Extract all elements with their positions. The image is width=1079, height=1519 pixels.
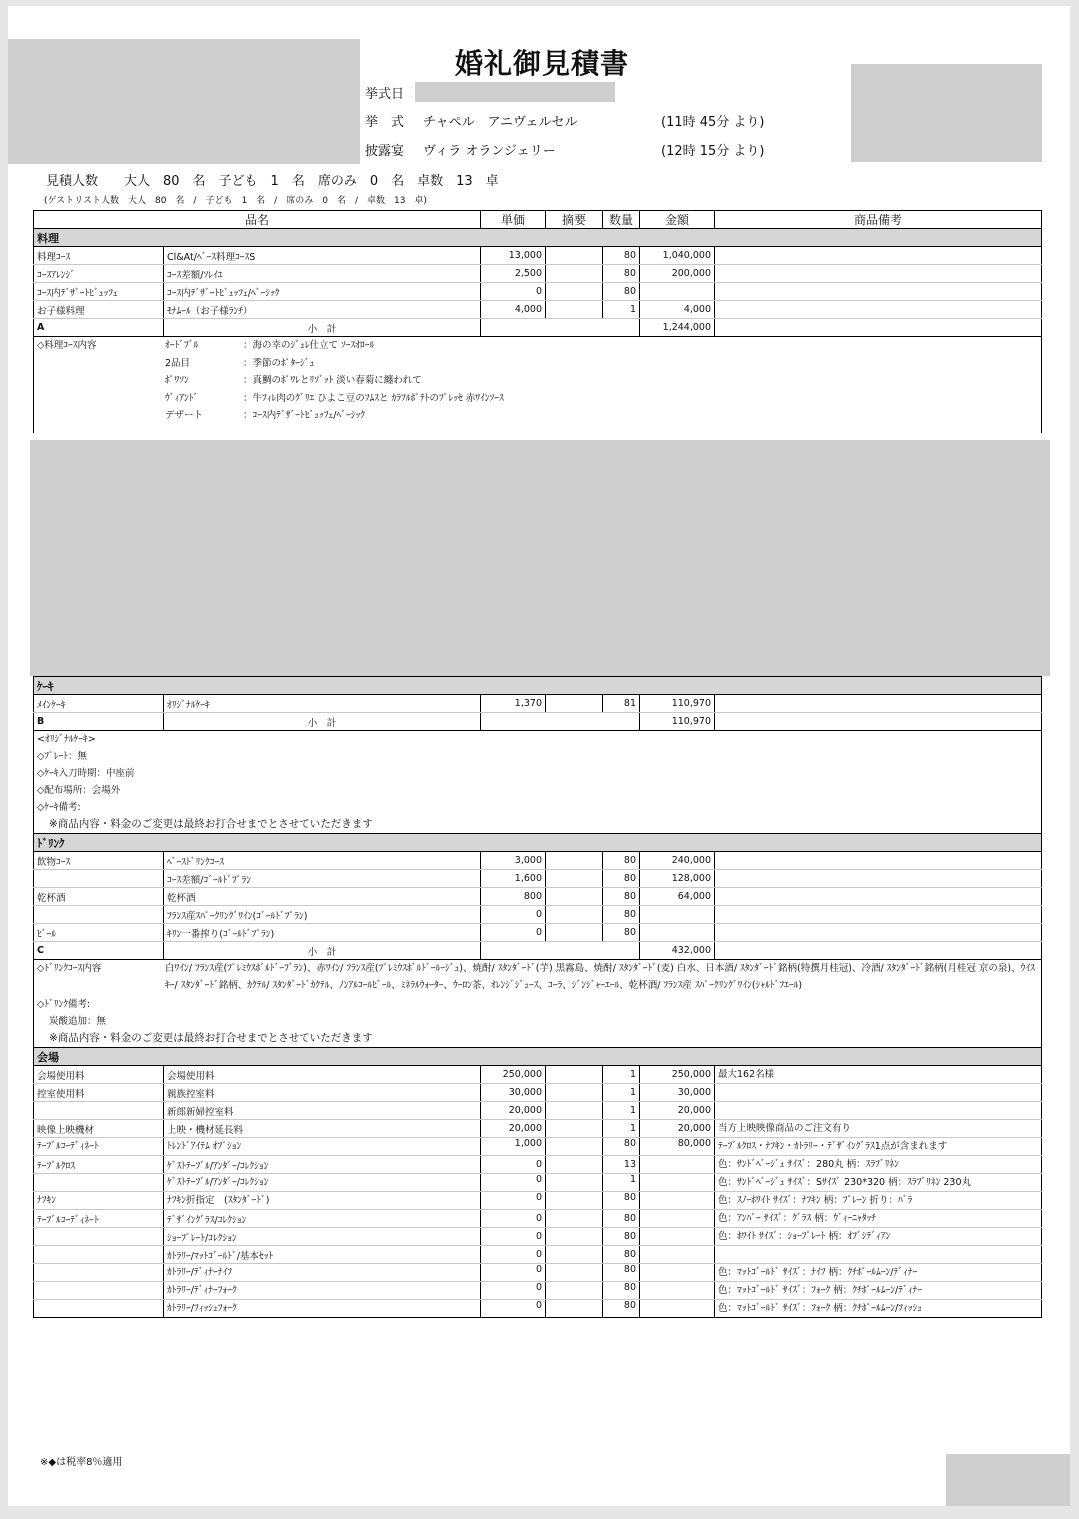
row-note bbox=[715, 852, 1042, 870]
row-summary bbox=[546, 1282, 603, 1300]
row-summary bbox=[546, 1300, 603, 1318]
row-qty: 80 bbox=[603, 1246, 640, 1264]
row-item: 親族控室料 bbox=[164, 1084, 481, 1102]
row-price: 0 bbox=[481, 1300, 546, 1318]
row-summary bbox=[546, 695, 603, 713]
row-price: 20,000 bbox=[481, 1120, 546, 1138]
row-summary bbox=[546, 1174, 603, 1192]
row-qty: 1 bbox=[603, 1066, 640, 1084]
table-row bbox=[34, 888, 1042, 906]
row-amount: 200,000 bbox=[640, 265, 715, 283]
row-summary bbox=[546, 1066, 603, 1084]
row-note bbox=[715, 247, 1042, 265]
row-item: ｵﾘｼﾞﾅﾙｹｰｷ bbox=[164, 695, 481, 713]
row-price: 0 bbox=[481, 924, 546, 942]
row-price: 0 bbox=[481, 1210, 546, 1228]
row-qty: 80 bbox=[603, 888, 640, 906]
table-row bbox=[34, 852, 1042, 870]
subtotal-amount: 432,000 bbox=[640, 942, 715, 960]
row-price: 0 bbox=[481, 1228, 546, 1246]
ceremony-time: (11時 45分 より) bbox=[661, 115, 765, 130]
table-row bbox=[34, 906, 1042, 924]
row-category: お子様料理 bbox=[34, 301, 164, 319]
row-amount: 250,000 bbox=[640, 1066, 715, 1084]
row-qty: 1 bbox=[603, 1174, 640, 1192]
section-drink bbox=[34, 834, 1042, 852]
row-qty: 80 bbox=[603, 852, 640, 870]
row-summary bbox=[546, 1156, 603, 1174]
row-note bbox=[715, 695, 1042, 713]
redacted-ceremony-date bbox=[415, 82, 615, 102]
col-header-qty: 数量 bbox=[603, 211, 640, 229]
row-price: 0 bbox=[481, 1246, 546, 1264]
redacted-area-top-left bbox=[8, 39, 360, 164]
cuisine-detail-label: ◇料理ｺｰｽ内容 bbox=[37, 340, 97, 351]
subtotal-note bbox=[715, 319, 1042, 337]
row-price: 4,000 bbox=[481, 301, 546, 319]
cake-note-line: <ｵﾘｼﾞﾅﾙｹｰｷ> bbox=[37, 734, 96, 745]
row-category bbox=[34, 1174, 164, 1192]
row-item: ﾅﾌｷﾝ折指定 (ｽﾀﾝﾀﾞｰﾄﾞ) bbox=[164, 1192, 481, 1210]
row-category bbox=[34, 870, 164, 888]
row-item: ｶﾄﾗﾘｰ/ﾃﾞｨﾅｰﾌｫｰｸ bbox=[164, 1282, 481, 1300]
row-category: 映像上映機材 bbox=[34, 1120, 164, 1138]
course-value: ：牛ﾌｨﾚ肉のｸﾞﾘｴ ひよこ豆のﾌﾑｽと ｶﾗﾌﾙﾎﾟﾃﾄのﾌﾟﾚｯｾ 赤ﾜｲﾝｿｰｽ bbox=[243, 392, 504, 404]
row-amount: 1,040,000 bbox=[640, 247, 715, 265]
tax-footnote: ※◆は税率8％適用 bbox=[40, 1457, 123, 1468]
col-header-name: 品名 bbox=[34, 211, 481, 229]
row-summary bbox=[546, 1120, 603, 1138]
row-summary bbox=[546, 1102, 603, 1120]
row-category bbox=[34, 1228, 164, 1246]
row-summary bbox=[546, 924, 603, 942]
row-item: ｷﾘﾝ一番搾り(ｺﾞｰﾙﾄﾞﾌﾟﾗﾝ) bbox=[164, 924, 481, 942]
table-row bbox=[34, 1066, 1042, 1084]
row-qty: 80 bbox=[603, 1210, 640, 1228]
row-price: 0 bbox=[481, 1156, 546, 1174]
row-price: 13,000 bbox=[481, 247, 546, 265]
row-category bbox=[34, 1264, 164, 1282]
row-qty: 80 bbox=[603, 247, 640, 265]
col-header-amount: 金額 bbox=[640, 211, 715, 229]
estimate-table-upper bbox=[33, 210, 1042, 433]
row-item: ｼｮｰﾌﾟﾚｰﾄ/ｺﾚｸｼｮﾝ bbox=[164, 1228, 481, 1246]
row-item: Cl&At/ﾍﾞｰｽ料理ｺｰｽS bbox=[164, 247, 481, 265]
row-summary bbox=[546, 852, 603, 870]
row-qty: 80 bbox=[603, 1192, 640, 1210]
row-amount: 20,000 bbox=[640, 1120, 715, 1138]
subtotal-row-c bbox=[34, 942, 1042, 960]
row-price: 0 bbox=[481, 1264, 546, 1282]
row-summary bbox=[546, 247, 603, 265]
course-key: デザート bbox=[165, 410, 204, 421]
course-value: ：ｺｰｽ内ﾃﾞｻﾞｰﾄﾋﾞｭｯﾌｪ/ﾍﾞｰｼｯｸ bbox=[243, 410, 365, 421]
row-category: ﾃｰﾌﾞﾙｺｰﾃﾞｨﾈｰﾄ bbox=[34, 1138, 164, 1156]
row-summary bbox=[546, 1192, 603, 1210]
row-amount bbox=[640, 1156, 715, 1174]
cake-note-line: ◇配布場所：会場外 bbox=[37, 785, 121, 796]
row-amount: 80,000 bbox=[640, 1138, 715, 1156]
row-summary bbox=[546, 1210, 603, 1228]
table-row bbox=[34, 1138, 1042, 1156]
table-header-row bbox=[34, 211, 1042, 229]
row-amount: 240,000 bbox=[640, 852, 715, 870]
row-qty: 1 bbox=[603, 1102, 640, 1120]
row-note: 色：ｻﾝﾄﾞﾍﾞｰｼﾞｭ ｻｲｽﾞ：Sｻｲｽﾞ 230*320 柄：ｽﾗﾌﾞﾘﾈﾝ 230丸 bbox=[715, 1174, 1042, 1192]
row-qty: 80 bbox=[603, 265, 640, 283]
row-qty: 80 bbox=[603, 1138, 640, 1156]
section-cuisine bbox=[34, 229, 1042, 247]
drink-notice: ※商品内容・料金のご変更は最終お打合せまでとさせていただきます bbox=[49, 1032, 373, 1044]
row-qty: 80 bbox=[603, 1282, 640, 1300]
table-row bbox=[34, 301, 1042, 319]
section-venue bbox=[34, 1048, 1042, 1066]
row-note: 当方上映映像商品のご注文有り bbox=[715, 1120, 1042, 1138]
table-row bbox=[34, 283, 1042, 301]
subtotal-label: 小 計 bbox=[164, 713, 481, 731]
row-qty: 80 bbox=[603, 906, 640, 924]
row-note: 色：ｻﾝﾄﾞﾍﾞｰｼﾞｭ ｻｲｽﾞ：280丸 柄：ｽﾗﾌﾞﾘﾈﾝ bbox=[715, 1156, 1042, 1174]
table-row bbox=[34, 1246, 1042, 1264]
row-summary bbox=[546, 1138, 603, 1156]
row-amount bbox=[640, 906, 715, 924]
subtotal-amount: 110,970 bbox=[640, 713, 715, 731]
row-qty: 80 bbox=[603, 1300, 640, 1318]
row-item: 乾杯酒 bbox=[164, 888, 481, 906]
row-item: ｶﾄﾗﾘｰ/ﾏｯﾄｺﾞｰﾙﾄﾞ/基本ｾｯﾄ bbox=[164, 1246, 481, 1264]
course-value: ：海の幸のｼﾞｭﾚ仕立て ｿｰｽｵﾛｰﾙ bbox=[243, 340, 375, 351]
course-value: ：季節のﾎﾟﾀｰｼﾞｭ bbox=[243, 357, 315, 369]
row-qty: 80 bbox=[603, 924, 640, 942]
course-value: ：真鯛のﾎﾟﾜﾚとﾘｿﾞｯﾄ 淡い春菊に纏われて bbox=[243, 375, 422, 386]
guest-count-line: 見積人数 大人 80 名 子ども 1 名 席のみ 0 名 卓数 13 卓 bbox=[46, 174, 499, 189]
guest-list-count: (ゲストリスト人数 大人 80 名 / 子ども 1 名 / 席のみ 0 名 / 卓数 13 卓) bbox=[44, 196, 427, 206]
row-note: 色：ﾏｯﾄｺﾞｰﾙﾄﾞ ｻｲｽﾞ：ﾌｫｰｸ 柄：ｸﾁﾎﾟｰﾙﾑｰﾝ/ﾃﾞｨﾅｰ bbox=[715, 1282, 1042, 1300]
row-price: 20,000 bbox=[481, 1102, 546, 1120]
row-price: 800 bbox=[481, 888, 546, 906]
row-qty: 1 bbox=[603, 301, 640, 319]
section-cake bbox=[34, 677, 1042, 695]
row-price: 1,600 bbox=[481, 870, 546, 888]
row-price: 30,000 bbox=[481, 1084, 546, 1102]
table-row bbox=[34, 1102, 1042, 1120]
drink-detail-label: ◇ﾄﾞﾘﾝｸｺｰｽ内容 bbox=[37, 963, 102, 974]
redacted-area-bottom-right bbox=[946, 1454, 1070, 1506]
row-category: ﾃｰﾌﾞﾙｺｰﾃﾞｨﾈｰﾄ bbox=[34, 1210, 164, 1228]
course-key: ﾎﾟﾜｿﾝ bbox=[165, 375, 189, 386]
cuisine-course-detail bbox=[34, 337, 1042, 434]
row-price: 1,370 bbox=[481, 695, 546, 713]
row-item: ｺｰｽ差額/ｺﾞｰﾙﾄﾞﾌﾟﾗﾝ bbox=[164, 870, 481, 888]
subtotal-letter: A bbox=[34, 319, 164, 337]
reception-venue: ヴィラ オランジェリー bbox=[423, 144, 556, 159]
row-amount bbox=[640, 1264, 715, 1282]
table-row bbox=[34, 1192, 1042, 1210]
row-note: 色：ﾏｯﾄｺﾞｰﾙﾄﾞ ｻｲｽﾞ：ﾌｫｰｸ 柄：ｸﾁﾎﾟｰﾙﾑｰﾝ/ﾌｨｯｼｭ bbox=[715, 1300, 1042, 1318]
row-item: ｶﾄﾗﾘｰ/ﾃﾞｨﾅｰﾅｲﾌ bbox=[164, 1264, 481, 1282]
row-price: 250,000 bbox=[481, 1066, 546, 1084]
table-row bbox=[34, 1174, 1042, 1192]
row-amount bbox=[640, 1300, 715, 1318]
table-row bbox=[34, 1084, 1042, 1102]
subtotal-note bbox=[715, 942, 1042, 960]
table-row bbox=[34, 870, 1042, 888]
row-note bbox=[715, 870, 1042, 888]
row-item: ｶﾄﾗﾘｰ/ﾌｨｯｼｭﾌｫｰｸ bbox=[164, 1300, 481, 1318]
row-item: ﾌﾗﾝｽ産ｽﾊﾟｰｸﾘﾝｸﾞﾜｲﾝ(ｺﾞｰﾙﾄﾞﾌﾟﾗﾝ) bbox=[164, 906, 481, 924]
row-summary bbox=[546, 888, 603, 906]
row-note bbox=[715, 888, 1042, 906]
row-summary bbox=[546, 906, 603, 924]
col-header-price: 単価 bbox=[481, 211, 546, 229]
row-amount bbox=[640, 924, 715, 942]
ceremony-date-label: 挙式日 bbox=[365, 87, 405, 102]
subtotal-spacer bbox=[481, 942, 640, 960]
row-category: 乾杯酒 bbox=[34, 888, 164, 906]
redacted-area-middle bbox=[30, 440, 1050, 676]
row-category bbox=[34, 906, 164, 924]
row-summary bbox=[546, 870, 603, 888]
row-amount: 30,000 bbox=[640, 1084, 715, 1102]
row-note bbox=[715, 301, 1042, 319]
row-category: 控室使用料 bbox=[34, 1084, 164, 1102]
table-row bbox=[34, 1120, 1042, 1138]
row-amount bbox=[640, 1228, 715, 1246]
ceremony-label: 挙 式 bbox=[365, 115, 405, 130]
row-summary bbox=[546, 1084, 603, 1102]
cake-notes bbox=[34, 731, 1042, 834]
subtotal-label: 小 計 bbox=[164, 942, 481, 960]
row-price: 1,000 bbox=[481, 1138, 546, 1156]
row-category: ﾅﾌｷﾝ bbox=[34, 1192, 164, 1210]
row-summary bbox=[546, 1264, 603, 1282]
drink-detail-text: 白ﾜｲﾝ/ ﾌﾗﾝｽ産(ﾌﾟﾚﾐｳｽﾎﾞﾙﾄﾞｰﾌﾞﾗﾝ)、赤ﾜｲﾝ/ ﾌﾗﾝｽ産(ﾌﾟﾚﾐｳｽﾎﾞﾙﾄﾞｰﾙｰｼﾞｭ)、焼酎/ ｽﾀﾝﾀﾞｰﾄﾞ(芋) 黒霧島、焼酎/ ｽﾀﾝﾀﾞｰﾄﾞ(麦) 白水、日本酒/ ｽﾀﾝﾀﾞｰﾄﾞ銘柄(特撰月桂冠)、冷酒/ ｽﾀﾝﾀﾞｰﾄﾞ銘柄(月桂冠 京の泉)、ｳｲｽｷｰ/ ｽﾀﾝﾀﾞｰﾄﾞ銘柄、ｶｸﾃﾙ/ ｽﾀﾝﾀﾞｰﾄﾞｶｸﾃﾙ、ﾉﾝｱﾙｺｰﾙﾋﾞｰﾙ、ﾐﾈﾗﾙｳｫｰﾀｰ、ｳｰﾛﾝ茶、ｵﾚﾝｼﾞｼﾞｭｰｽ、ｺｰﾗ、ｼﾞﾝｼﾞｬｰｴｰﾙ、乾杯酒/ ﾌﾗﾝｽ産 ｽﾊﾟｰｸﾘﾝｸﾞﾜｲﾝ(ｼｬﾙﾄﾞﾌｴｰﾙ) bbox=[165, 963, 1035, 991]
row-qty: 1 bbox=[603, 1120, 640, 1138]
row-amount bbox=[640, 283, 715, 301]
row-item: 新郎新婦控室料 bbox=[164, 1102, 481, 1120]
course-key: ｳﾞｨｱﾝﾄﾞ bbox=[165, 392, 199, 404]
row-category: ﾋﾞｰﾙ bbox=[34, 924, 164, 942]
row-amount: 20,000 bbox=[640, 1102, 715, 1120]
row-item: ｹﾞｽﾄﾃｰﾌﾞﾙ/ｱﾝﾀﾞｰ/ｺﾚｸｼｮﾝ bbox=[164, 1174, 481, 1192]
table-row bbox=[34, 695, 1042, 713]
row-summary bbox=[546, 265, 603, 283]
course-key: 2品目 bbox=[165, 357, 191, 369]
row-price: 0 bbox=[481, 1192, 546, 1210]
row-summary bbox=[546, 1228, 603, 1246]
row-item: 上映・機材延長料 bbox=[164, 1120, 481, 1138]
row-summary bbox=[546, 283, 603, 301]
row-category: ｺｰｽｱﾚﾝｼﾞ bbox=[34, 265, 164, 283]
subtotal-label: 小 計 bbox=[164, 319, 481, 337]
row-note bbox=[715, 1084, 1042, 1102]
row-item: ｺｰｽ差額/ｿﾚｲﾕ bbox=[164, 265, 481, 283]
row-note bbox=[715, 283, 1042, 301]
row-qty: 80 bbox=[603, 283, 640, 301]
row-category: ﾒｲﾝｹｰｷ bbox=[34, 695, 164, 713]
row-qty: 81 bbox=[603, 695, 640, 713]
table-row bbox=[34, 247, 1042, 265]
estimate-table-lower bbox=[33, 676, 1042, 1318]
col-header-summary: 摘要 bbox=[546, 211, 603, 229]
row-price: 0 bbox=[481, 1282, 546, 1300]
row-item: 会場使用料 bbox=[164, 1066, 481, 1084]
row-note bbox=[715, 265, 1042, 283]
row-amount: 4,000 bbox=[640, 301, 715, 319]
subtotal-amount: 1,244,000 bbox=[640, 319, 715, 337]
row-item: ﾍﾞｰｽﾄﾞﾘﾝｸｺｰｽ bbox=[164, 852, 481, 870]
row-qty: 80 bbox=[603, 1228, 640, 1246]
drink-notes-label: ◇ﾄﾞﾘﾝｸ備考: bbox=[37, 999, 91, 1010]
row-summary bbox=[546, 301, 603, 319]
redacted-area-top-right bbox=[851, 64, 1042, 162]
subtotal-letter: B bbox=[34, 713, 164, 731]
row-note bbox=[715, 1246, 1042, 1264]
row-item: ﾓﾅﾑｰﾙ（お子様ﾗﾝﾁ） bbox=[164, 301, 481, 319]
row-amount: 128,000 bbox=[640, 870, 715, 888]
ceremony-venue: チャペル アニヴェルセル bbox=[423, 115, 578, 130]
table-row bbox=[34, 1264, 1042, 1282]
row-note: 色：ｱﾝﾊﾞｰ ｻｲｽﾞ：ｸﾞﾗｽ 柄：ｳﾞｨｰﾆｬﾀｯﾁ bbox=[715, 1210, 1042, 1228]
row-item: ｹﾞｽﾄﾃｰﾌﾞﾙ/ｱﾝﾀﾞｰ/ｺﾚｸｼｮﾝ bbox=[164, 1156, 481, 1174]
section-title: ﾄﾞﾘﾝｸ bbox=[34, 834, 1042, 852]
row-note bbox=[715, 924, 1042, 942]
row-item: ｺｰｽ内ﾃﾞｻﾞｰﾄﾋﾞｭｯﾌｪ/ﾍﾞｰｼｯｸ bbox=[164, 283, 481, 301]
row-amount bbox=[640, 1282, 715, 1300]
row-note bbox=[715, 906, 1042, 924]
row-amount bbox=[640, 1210, 715, 1228]
row-category: 料理ｺｰｽ bbox=[34, 247, 164, 265]
estimate-page bbox=[8, 6, 1070, 1506]
row-amount bbox=[640, 1246, 715, 1264]
table-row bbox=[34, 924, 1042, 942]
reception-time: (12時 15分 より) bbox=[661, 144, 765, 159]
cake-note-line: ◇ｹｰｷ備考: bbox=[37, 802, 81, 813]
subtotal-spacer bbox=[481, 713, 640, 731]
row-note: ﾃｰﾌﾞﾙｸﾛｽ・ﾅﾌｷﾝ・ｶﾄﾗﾘｰ・ﾃﾞｻﾞｲﾝｸﾞﾗｽ1点が含まれます bbox=[715, 1138, 1042, 1156]
row-amount bbox=[640, 1174, 715, 1192]
row-category: ｺｰｽ内ﾃﾞｻﾞｰﾄﾋﾞｭｯﾌｪ bbox=[34, 283, 164, 301]
row-note: 色：ｽﾉｰﾎﾜｲﾄ ｻｲｽﾞ：ﾅﾌｷﾝ 柄：ﾌﾟﾚｰﾝ 折り：ﾊﾞﾗ bbox=[715, 1192, 1042, 1210]
row-qty: 80 bbox=[603, 1264, 640, 1282]
row-item: ﾄﾚﾝﾄﾞｱｲﾃﾑ ｵﾌﾟｼｮﾝ bbox=[164, 1138, 481, 1156]
row-category: ﾃｰﾌﾞﾙｸﾛｽ bbox=[34, 1156, 164, 1174]
row-price: 0 bbox=[481, 1174, 546, 1192]
table-row bbox=[34, 265, 1042, 283]
row-amount bbox=[640, 1192, 715, 1210]
row-qty: 80 bbox=[603, 870, 640, 888]
section-title: 会場 bbox=[34, 1048, 1042, 1066]
row-amount: 110,970 bbox=[640, 695, 715, 713]
section-title: 料理 bbox=[34, 229, 1042, 247]
row-category: 会場使用料 bbox=[34, 1066, 164, 1084]
subtotal-letter: C bbox=[34, 942, 164, 960]
subtotal-row-a bbox=[34, 319, 1042, 337]
row-amount: 64,000 bbox=[640, 888, 715, 906]
document-title: 婚礼御見積書 bbox=[455, 47, 630, 80]
row-note: 最大162名様 bbox=[715, 1066, 1042, 1084]
table-row bbox=[34, 1156, 1042, 1174]
drink-carbonation: 炭酸追加：無 bbox=[49, 1016, 107, 1027]
subtotal-spacer bbox=[481, 319, 640, 337]
table-row bbox=[34, 1228, 1042, 1246]
row-price: 2,500 bbox=[481, 265, 546, 283]
row-note: 色：ﾏｯﾄｺﾞｰﾙﾄﾞ ｻｲｽﾞ：ﾅｲﾌ 柄：ｸﾁﾎﾟｰﾙﾑｰﾝ/ﾃﾞｨﾅｰ bbox=[715, 1264, 1042, 1282]
row-price: 0 bbox=[481, 283, 546, 301]
course-key: ｵｰﾄﾞﾌﾞﾙ bbox=[165, 340, 199, 351]
row-category: 飲物ｺｰｽ bbox=[34, 852, 164, 870]
row-note: 色：ﾎﾜｲﾄ ｻｲｽﾞ：ｼｮｰﾌﾟﾚｰﾄ 柄：ｵﾌﾞｼﾃﾞｨｱﾝ bbox=[715, 1228, 1042, 1246]
row-category bbox=[34, 1102, 164, 1120]
cake-note-line: ◇ｹｰｷ入刀時期：中座前 bbox=[37, 768, 135, 779]
table-row bbox=[34, 1210, 1042, 1228]
row-item: ﾃﾞｻﾞｲﾝｸﾞﾗｽ/ｺﾚｸｼｮﾝ bbox=[164, 1210, 481, 1228]
subtotal-row-b bbox=[34, 713, 1042, 731]
cake-notice: ※商品内容・料金のご変更は最終お打合せまでとさせていただきます bbox=[49, 818, 373, 830]
section-title: ｹｰｷ bbox=[34, 677, 1042, 695]
row-category bbox=[34, 1282, 164, 1300]
row-summary bbox=[546, 1246, 603, 1264]
row-price: 0 bbox=[481, 906, 546, 924]
col-header-notes: 商品備考 bbox=[715, 211, 1042, 229]
reception-label: 披露宴 bbox=[365, 144, 405, 159]
row-qty: 13 bbox=[603, 1156, 640, 1174]
row-category bbox=[34, 1246, 164, 1264]
row-qty: 1 bbox=[603, 1084, 640, 1102]
row-price: 3,000 bbox=[481, 852, 546, 870]
row-note bbox=[715, 1102, 1042, 1120]
table-row bbox=[34, 1282, 1042, 1300]
drink-course-detail bbox=[34, 960, 1042, 1048]
row-category bbox=[34, 1300, 164, 1318]
cake-note-line: ◇ﾌﾟﾚｰﾄ：無 bbox=[37, 751, 88, 762]
table-row bbox=[34, 1300, 1042, 1318]
subtotal-note bbox=[715, 713, 1042, 731]
